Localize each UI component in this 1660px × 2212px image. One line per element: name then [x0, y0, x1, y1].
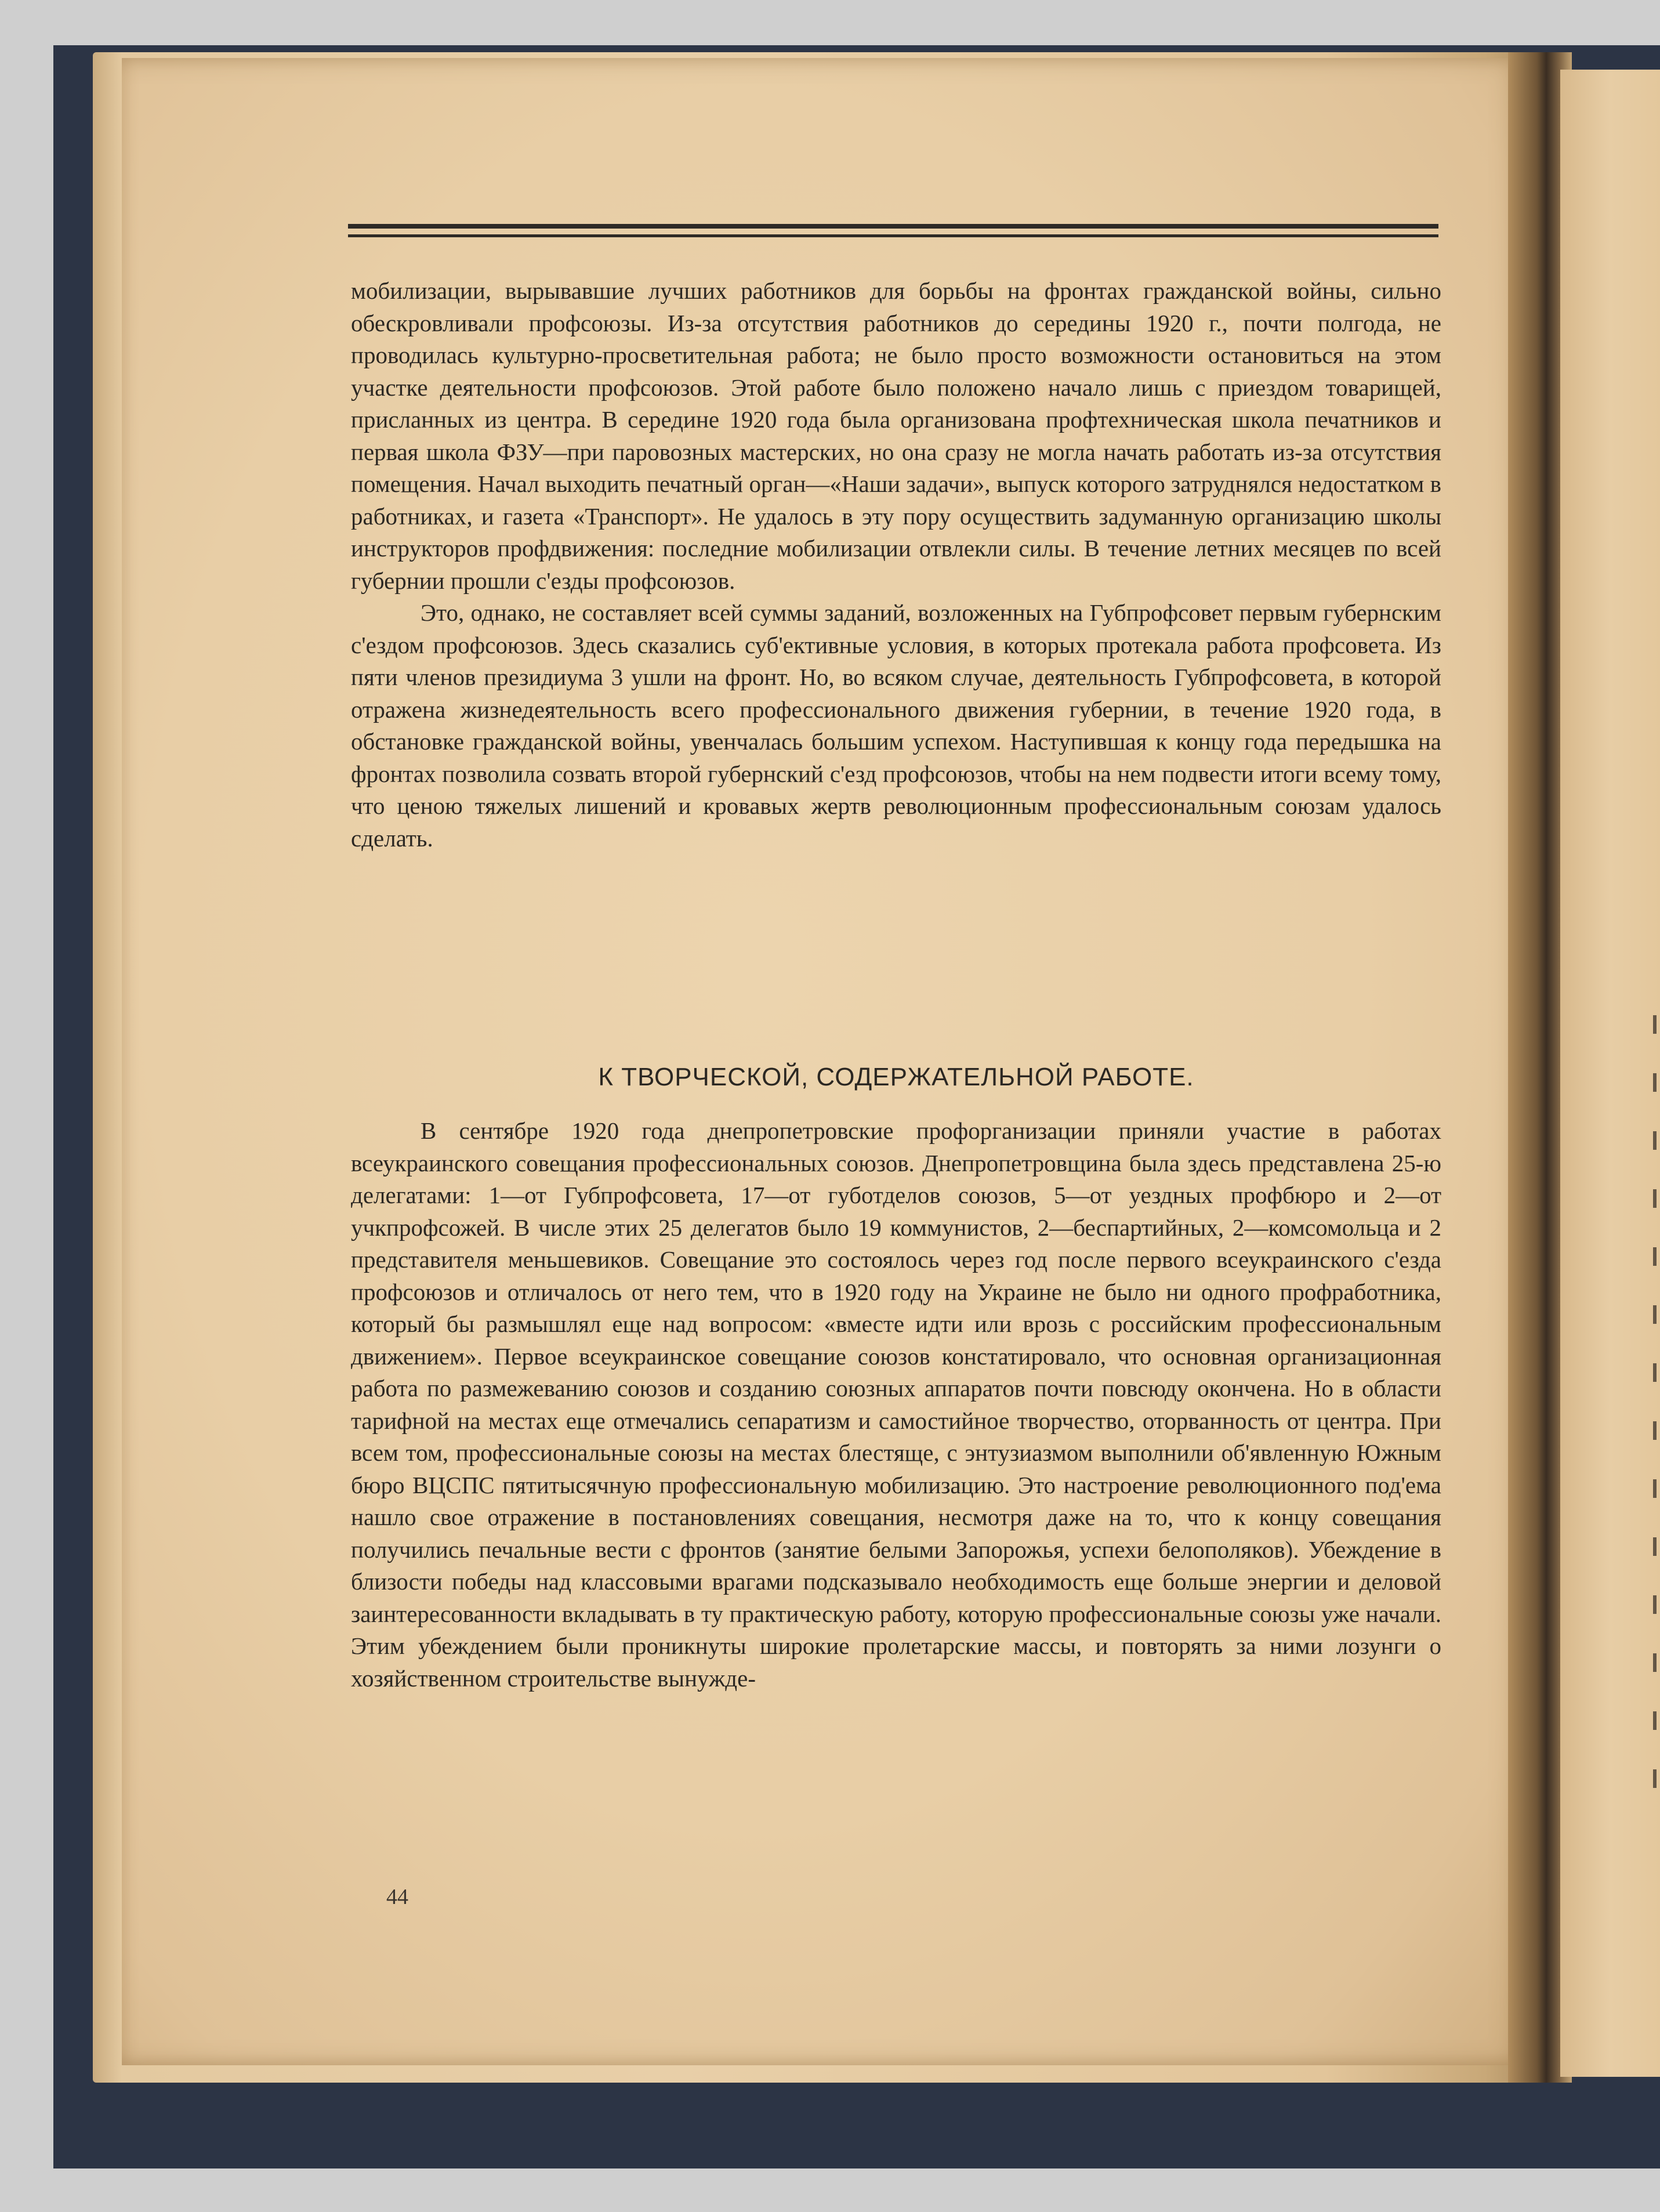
paragraph: Это, однако, не составляет всей суммы заданий, возложенных на Губпрофсовет первым губернским с'ездом профсоюзов. Здесь сказались суб'ективные условия, в которых протекала работа профсовета. Из пяти членов президиума 3 ушли на фронт. Но, во всяком случае, деятельность Губпрофсовета, в которой отражена жизнедеятельность всего профессионального движения губернии, в течение 1920 года, в обстановке гражданской войны, увенчалась большим успехом. Наступившая к концу года передышка на фронтах позволила созвать второй губернский с'езд профсоюзов, чтобы на нем подвести итоги всему тому, что ценою тяжелых лишений и кровавых жертв революционным профессиональным союзам удалось сделать. [351, 599, 1441, 852]
header-rule-thin [348, 234, 1438, 237]
body-text-section-1 [351, 275, 1441, 855]
body-text-section-2 [351, 1115, 1441, 1863]
facing-page-text-fragments [1653, 1015, 1660, 1885]
section-heading: К ТВОРЧЕСКОЙ, СОДЕРЖАТЕЛЬНОЙ РАБОТЕ. [598, 1063, 1194, 1091]
paragraph: В сентябре 1920 года днепропетровские профорганизации приняли участие в работах всеукраинского совещания профессиональных союзов. Днепропетровщина была здесь представлена 25-ю делегатами: 1—от Губпрофсовета, 17—от губотделов союзов, 5—от уездных профбюро и 2—от учкпрофсожей. В числе этих 25 делегатов было 19 коммунистов, 2—беспартийных, 2—комсомольца и 2 представителя меньшевиков. Совещание это состоялось через год после первого всеукраинского с'езда профсоюзов и отличалось от него тем, что в 1920 году на Украине не было ни одного профработника, который бы размышлял еще над вопросом: «вместе идти или врозь с российским профессиональным движением». Первое всеукраинское совещание союзов констатировало, что основная организационная работа по размежеванию союзов и созданию союзных аппаратов почти повсюду окончена. Но в области тарифной на местах еще отмечались сепаратизм и самостийное творчество, оторванность от центра. При всем том, профессиональные союзы на местах блестяще, с энтузиазмом выполнили об'явленную Южным бюро ВЦСПС пятитысячную профессиональную мобилизацию. Это настроение революционного под'ема нашло свое отражение в постановлениях совещания, несмотря даже на то, что к концу совещания получились печальные вести с фронтов (занятие белыми Запорожья, успехи белополяков). Убеждение в близости победы над классовыми врагами подсказывало необходимость еще больше энергии и деловой заинтересованности вкладывать в ту практическую работу, которую профессиональные союзы уже начали. Этим убеждением были проникнуты широкие пролетарские массы, и повторять за ними лозунги о хозяйственном строительстве вынужде- [351, 1117, 1441, 1692]
page-number: 44 [386, 1885, 408, 1909]
header-rule-thick [348, 224, 1438, 229]
paragraph: мобилизации, вырывавшие лучших работников для борьбы на фронтах гражданской войны, сильно обескровливали профсоюзы. Из-за отсутствия работников до середины 1920 г., почти полгода, не проводилась культурно-просветительная работа; не было просто возможности остановиться на этом участке деятельности профсоюзов. Этой работе было положено начало лишь с приездом товарищей, присланных из центра. В середине 1920 года была организована профтехническая школа печатников и первая школа ФЗУ—при паровозных мастерских, но она сразу не могла начать работать из-за отсутствия помещения. Начал выходить печатный орган—«Наши задачи», выпуск которого затруднялся недостатком в работниках, и газета «Транспорт». Не удалось в эту пору осуществить задуманную организацию школы инструкторов профдвижения: последние мобилизации отвлекли силы. В течение летних месяцев по всей губернии прошли с'езды профсоюзов. [351, 277, 1441, 594]
facing-page-edge [1560, 70, 1660, 2077]
